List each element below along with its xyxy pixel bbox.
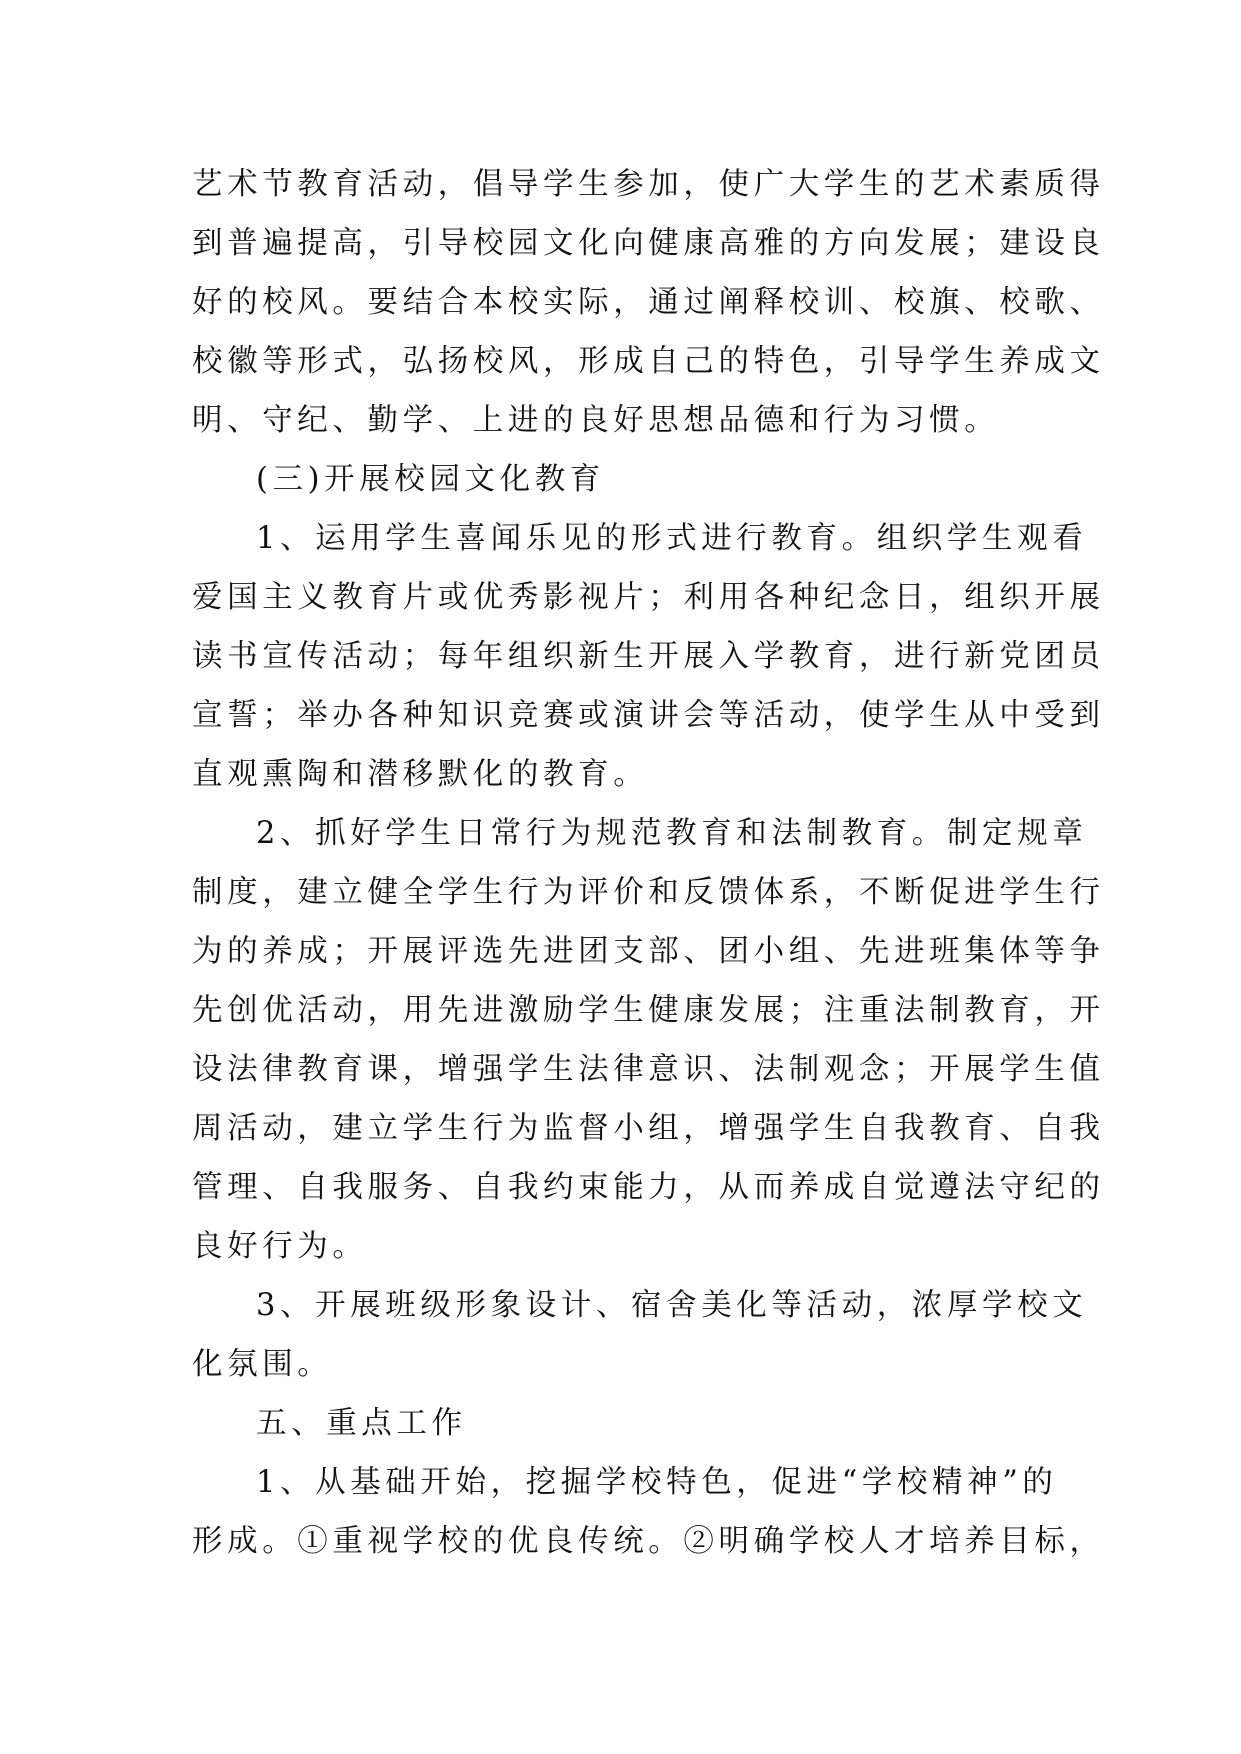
section-heading: (三)开展校园文化教育 [256, 462, 605, 497]
text-line: 读书宣传活动；每年组织新生开展入学教育，进行新党团员 [192, 639, 1105, 674]
paragraph-start: 1、运用学生喜闻乐见的形式进行教育。组织学生观看 [256, 521, 1088, 556]
text-line: 好的校风。要结合本校实际，通过阐释校训、校旗、校歌、 [192, 285, 1105, 320]
text-line: 直观熏陶和潜移默化的教育。 [192, 757, 649, 792]
document-body [192, 155, 1105, 1571]
paragraph-start: 3、开展班级形象设计、宿舍美化等活动，浓厚学校文 [256, 1288, 1088, 1323]
text-line: 管理、自我服务、自我约束能力，从而养成自觉遵法守纪的 [192, 1170, 1105, 1205]
text-line: 艺术节教育活动，倡导学生参加，使广大学生的艺术素质得 [192, 167, 1105, 202]
text-line: 周活动，建立学生行为监督小组，增强学生自我教育、自我 [192, 1111, 1105, 1146]
text-line: 设法律教育课，增强学生法律意识、法制观念；开展学生值 [192, 1052, 1105, 1087]
text-line: 明、守纪、勤学、上进的良好思想品德和行为习惯。 [192, 403, 1000, 438]
text-line: 宣誓；举办各种知识竞赛或演讲会等活动，使学生从中受到 [192, 698, 1105, 733]
text-line: 爱国主义教育片或优秀影视片；利用各种纪念日，组织开展 [192, 580, 1105, 615]
paragraph-start: 2、抓好学生日常行为规范教育和法制教育。制定规章 [256, 816, 1088, 851]
text-line: 良好行为。 [192, 1229, 368, 1264]
text-line: 到普遍提高，引导校园文化向健康高雅的方向发展；建设良 [192, 226, 1105, 261]
text-line: 先创优活动，用先进激励学生健康发展；注重法制教育，开 [192, 993, 1105, 1028]
paragraph-start: 1、从基础开始，挖掘学校特色，促进“学校精神”的 [256, 1465, 1058, 1500]
text-line: 化氛围。 [192, 1347, 333, 1382]
text-line: 形成。①重视学校的优良传统。②明确学校人才培养目标， [192, 1524, 1105, 1559]
text-line: 制度，建立健全学生行为评价和反馈体系，不断促进学生行 [192, 875, 1105, 910]
text-line: 为的养成；开展评选先进团支部、团小组、先进班集体等争 [192, 934, 1105, 969]
section-heading: 五、重点工作 [256, 1406, 467, 1441]
text-line: 校徽等形式，弘扬校风，形成自己的特色，引导学生养成文 [192, 344, 1105, 379]
